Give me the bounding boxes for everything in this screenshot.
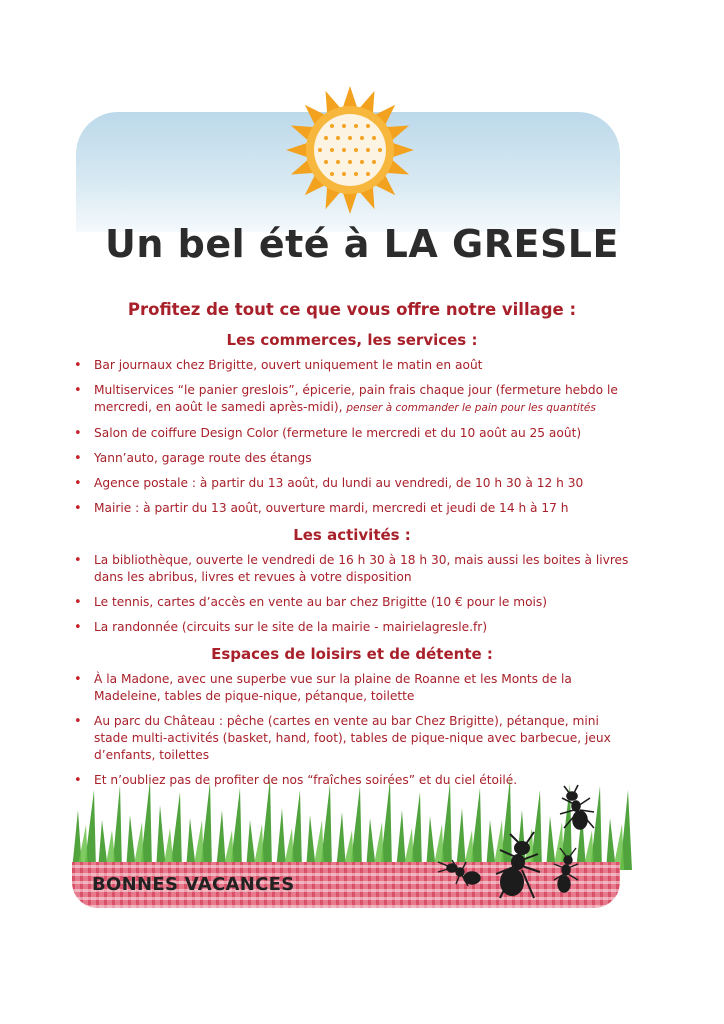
list-commerces xyxy=(72,357,632,517)
list-item: • La bibliothèque, ouverte le vendredi de 16 h 30 à 18 h 30, mais aussi les boites à livres dans les abribus, livres et revues à votre disposition xyxy=(72,552,632,586)
section-heading-commerces: Les commerces, les services : xyxy=(226,331,478,349)
list-item: • Multiservices “le panier greslois”, épicerie, pain frais chaque jour (fermeture hebdo le mercredi, en août le samedi après-midi), penser à commander le pain pour les quantités xyxy=(72,382,632,417)
content xyxy=(72,300,632,798)
ants-illustration xyxy=(430,782,610,912)
page-title: Un bel été à LA GRESLE xyxy=(105,222,619,266)
list-activites xyxy=(72,552,632,636)
list-item: • Au parc du Château : pêche (cartes en vente au bar Chez Brigitte), pétanque, mini stade multi-activités (basket, hand, foot), tables de pique-nique avec barbecue, jeux d’enfants, toilettes xyxy=(72,713,632,764)
bread-note: penser à commander le pain pour les quantités xyxy=(346,402,596,414)
section-heading-loisirs: Espaces de loisirs et de détente : xyxy=(211,645,493,663)
list-item: • Agence postale : à partir du 13 août, du lundi au vendredi, de 10 h 30 à 12 h 30 xyxy=(72,475,632,492)
ant-icon xyxy=(560,785,594,829)
list-item: • À la Madone, avec une superbe vue sur la plaine de Roanne et les Monts de la Madeleine, tables de pique-nique, pétanque, toilette xyxy=(72,671,632,705)
list-item: • La randonnée (circuits sur le site de la mairie - mairielagresle.fr) xyxy=(72,619,632,636)
ant-icon xyxy=(496,832,540,898)
list-item: • Yann’auto, garage route des étangs xyxy=(72,450,632,467)
list-item: • Et n’oubliez pas de profiter de nos “fraîches soirées” et du ciel étoilé. xyxy=(72,772,632,789)
list-item: • Le tennis, cartes d’accès en vente au bar chez Brigitte (10 € pour le mois) xyxy=(72,594,632,611)
list-item: • Mairie : à partir du 13 août, ouverture mardi, mercredi et jeudi de 14 h à 17 h xyxy=(72,500,632,517)
intro-heading: Profitez de tout ce que vous offre notre village : xyxy=(127,300,577,319)
list-item: • Salon de coiffure Design Color (fermeture le mercredi et du 10 août au 25 août) xyxy=(72,425,632,442)
banner-text: BONNES VACANCES xyxy=(92,874,295,895)
sun-icon xyxy=(284,84,416,216)
list-item: • Bar journaux chez Brigitte, ouvert uniquement le matin en août xyxy=(72,357,632,374)
ant-icon xyxy=(438,860,480,886)
ant-icon xyxy=(554,848,578,892)
section-heading-activites: Les activités : xyxy=(293,526,411,544)
